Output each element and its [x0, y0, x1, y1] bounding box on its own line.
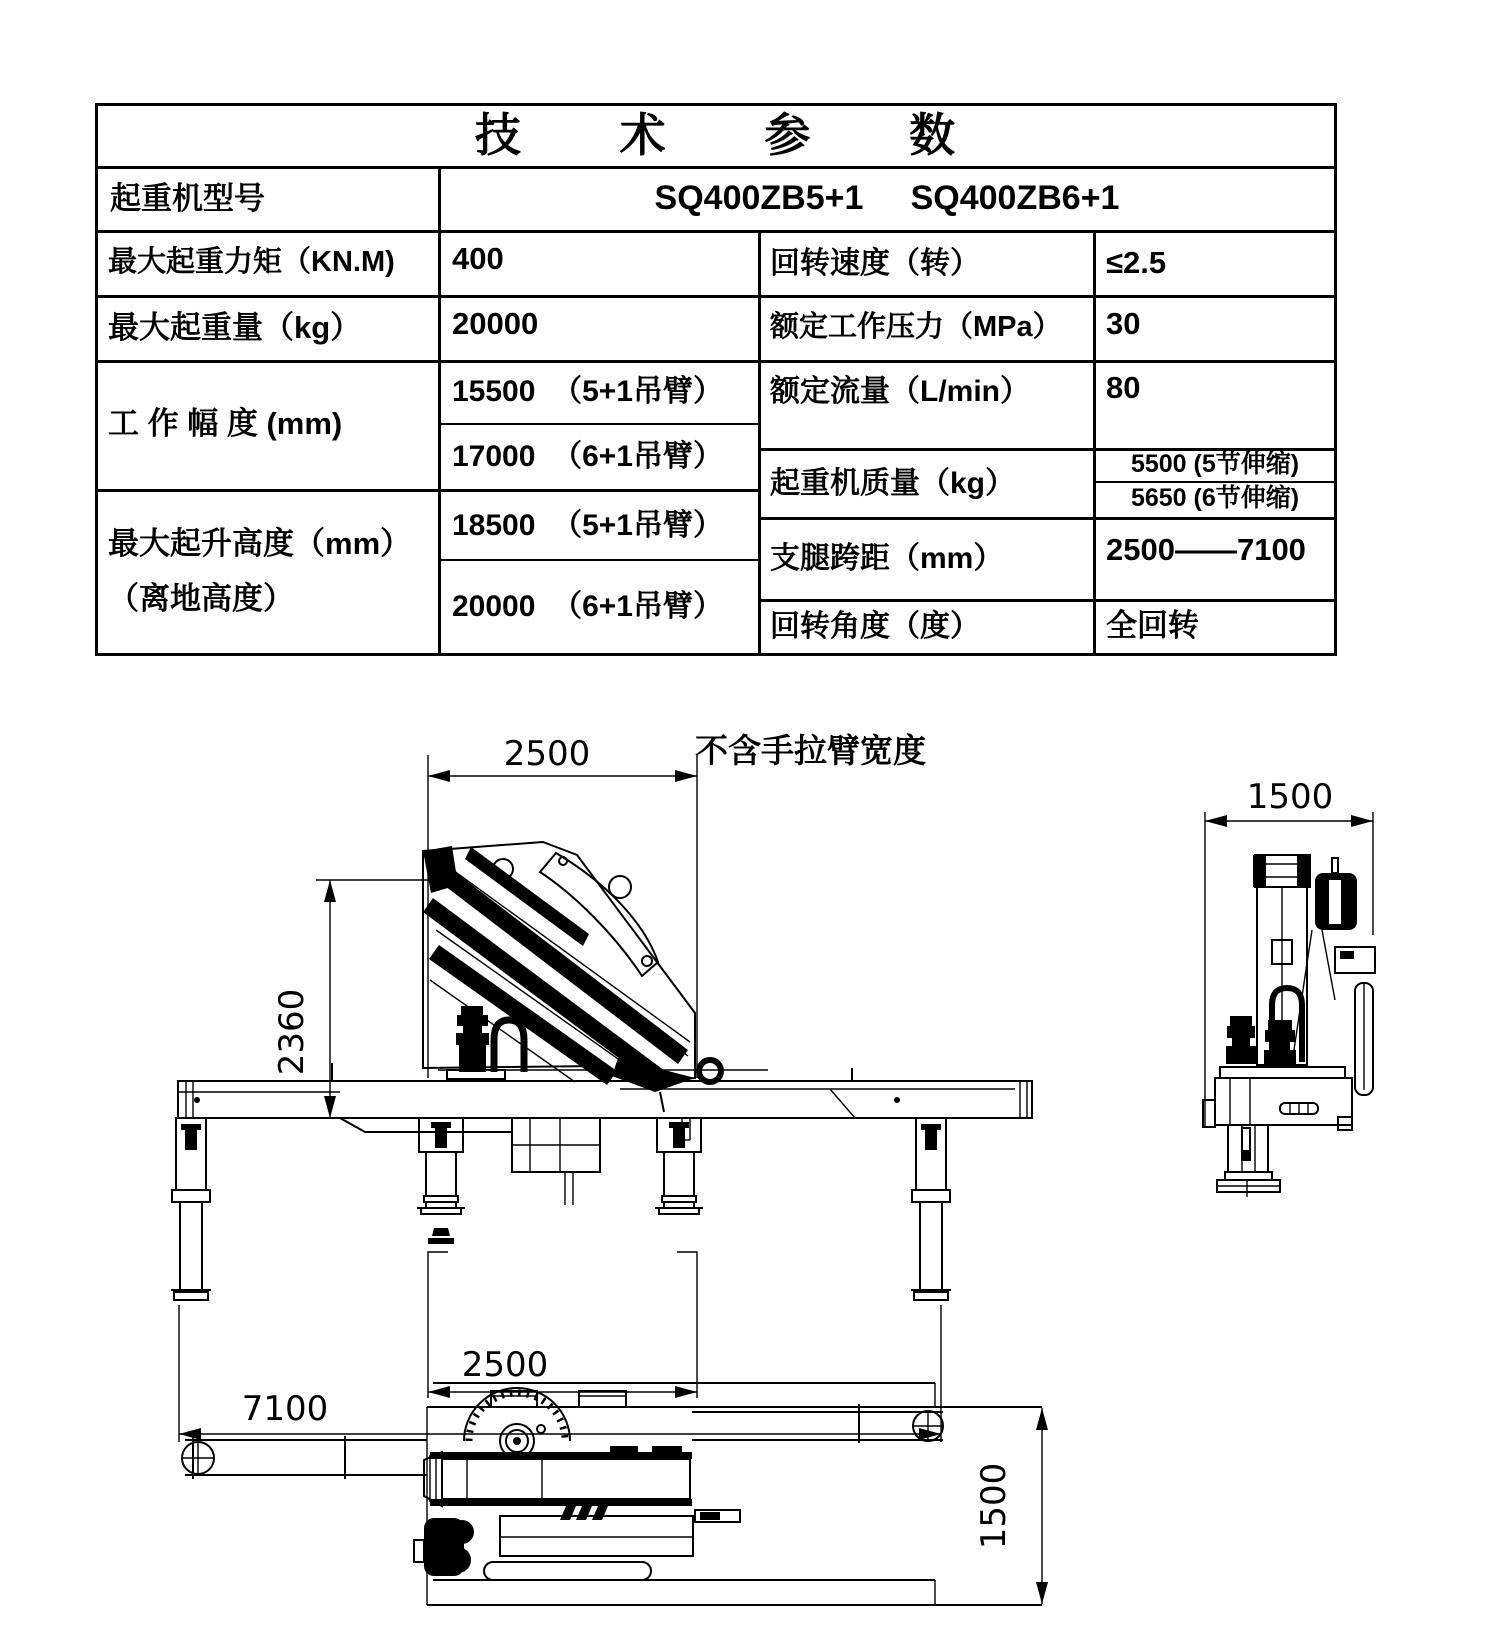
dimension-top-width — [428, 732, 926, 1078]
dim-track-label: 2500 — [461, 1345, 549, 1385]
outrigger-value: 2500——7100 — [1106, 532, 1306, 567]
slewing-ring — [464, 1388, 570, 1458]
outrigger-beam-right — [692, 1404, 943, 1443]
stabilizer-jacks — [1226, 1016, 1296, 1064]
mass-label: 起重机质量（kg） — [770, 466, 1016, 500]
dimension-height — [272, 880, 432, 1118]
moment-value: 400 — [452, 241, 504, 276]
folded-boom — [423, 842, 768, 1112]
mass-value-1: 5500 (5节伸缩) — [1130, 450, 1300, 479]
slew-angle-value: 全回转 — [1106, 607, 1199, 643]
height-value-2: 20000 （6+1吊臂） — [452, 589, 723, 623]
plan-dimension-width — [974, 1408, 1048, 1604]
crane-body-plan — [414, 1446, 740, 1580]
max-load-value: 20000 — [452, 306, 539, 341]
plan-frame — [427, 1383, 1042, 1605]
slew-speed-value: ≤2.5 — [1106, 244, 1167, 280]
front-view — [171, 732, 1032, 1442]
radius-value-1: 15500 （5+1吊臂） — [452, 375, 723, 408]
hook-block-plan — [414, 1518, 474, 1576]
model-label: 起重机型号 — [110, 180, 265, 216]
height-label-line2: （离地高度） — [108, 580, 294, 616]
slew-speed-label: 回转速度（转） — [770, 246, 980, 280]
dim-span-label: 7100 — [241, 1389, 329, 1429]
technical-drawings — [0, 655, 1512, 1633]
model-value: SQ400ZB5+1 SQ400ZB6+1 — [654, 179, 1120, 218]
flow-value: 80 — [1106, 370, 1141, 405]
max-load-label: 最大起重量（kg） — [108, 309, 362, 345]
dimension-track — [428, 1252, 697, 1398]
outrigger-label: 支腿跨距（mm） — [770, 541, 1004, 575]
table-border — [95, 103, 98, 656]
pressure-label: 额定工作压力（MPa） — [770, 311, 1062, 344]
radius-label: 工 作 幅 度 (mm) — [108, 406, 343, 442]
outrigger-beam-left — [182, 1436, 427, 1479]
moment-label: 最大起重力矩（KN.M) — [108, 246, 395, 279]
radius-value-2: 17000 （6+1吊臂） — [452, 439, 723, 473]
height-label-line1: 最大起升高度（mm） — [108, 526, 412, 562]
dim-top-width-note: 不含手拉臂宽度 — [695, 732, 926, 769]
table-line — [758, 230, 761, 653]
crane-rear — [1203, 855, 1375, 1197]
mass-value-2: 5650 (6节伸缩) — [1130, 484, 1300, 513]
plan-dim-label: 1500 — [974, 1462, 1014, 1550]
dimension-span — [179, 1305, 941, 1442]
slew-angle-label: 回转角度（度） — [770, 609, 980, 643]
pressure-value: 30 — [1106, 306, 1141, 341]
table-border — [1334, 103, 1337, 656]
rear-view — [1203, 777, 1375, 1197]
rear-dim-label: 1500 — [1246, 777, 1334, 817]
dim-top-width-label: 2500 — [503, 734, 591, 774]
chassis-frame — [178, 1063, 1032, 1205]
dim-height-label: 2360 — [272, 988, 312, 1076]
table-line — [1093, 230, 1096, 653]
height-label — [108, 492, 438, 651]
flow-label: 额定流量（L/min） — [770, 375, 1030, 408]
jack-pad-icon — [428, 1228, 454, 1244]
height-value-1: 18500 （5+1吊臂） — [452, 508, 723, 542]
table-title: 技 术 参 数 — [474, 108, 958, 161]
table-line — [438, 166, 441, 653]
